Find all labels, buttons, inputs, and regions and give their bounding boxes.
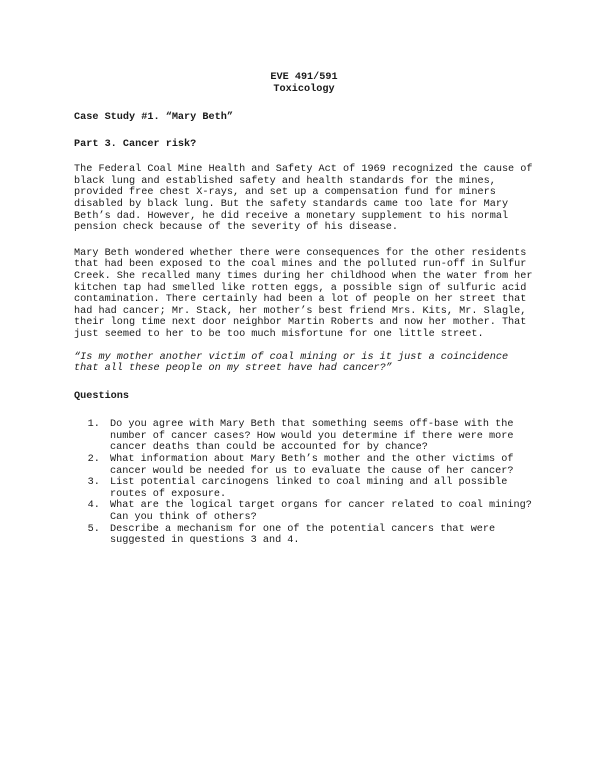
question-item: 5. Describe a mechanism for one of the potential cancers that were suggested in questions 3 and 4. (106, 524, 534, 547)
question-item: 1. Do you agree with Mary Beth that something seems off-base with the number of cancer cases? How would you determine if there were more cancer deaths than could be accounted for by chance? (106, 419, 534, 454)
part-title: Part 3. Cancer risk? (74, 138, 197, 150)
course-subject: Toxicology (273, 84, 335, 95)
paragraph-neighborhood-cancer: Mary Beth wondered whether there were consequences for the other residents that had been exposed to the coal mines and the polluted run-off in Sulfur Creek. She recalled many times during her childhood when the water from her kitchen tap had smelled like rotten eggs, a possible sign of sulfuric acid contamination. There certainly had been a lot of people on her street that had had cancer; Mr. Stack, her mother’s best friend Mrs. Kits, Mr. Slagle, their long time next door neighbor Martin Roberts and now her mother. That just seemed to her to be too much misfortune for one little street. (74, 247, 533, 340)
question-item: 4. What are the logical target organs for cancer related to coal mining? Can you think of others? (106, 500, 534, 523)
document-header (74, 72, 534, 96)
questions-list (74, 419, 534, 547)
mary-beth-quote: “Is my mother another victim of coal mining or is it just a coincidence that all these people on my street have had cancer?” (74, 351, 509, 375)
question-item: 3. List potential carcinogens linked to coal mining and all possible routes of exposure. (106, 477, 534, 500)
paragraph-black-lung-act: The Federal Coal Mine Health and Safety Act of 1969 recognized the cause of black lung and established safety and health standards for the mines, provided free chest X-rays, and set up a compensation fund for miners disabled by black lung. But the safety standards came too late for Mary Beth’s dad. However, he did receive a monetary supplement to his normal pension check because of the severity of his disease. (74, 164, 533, 234)
question-item: 2. What information about Mary Beth’s mother and the other victims of cancer would be needed for us to evaluate the cause of her cancer? (106, 454, 534, 477)
questions-heading: Questions (74, 390, 130, 402)
course-code: EVE 491/591 (270, 72, 338, 83)
case-study-title: Case Study #1. “Mary Beth” (74, 112, 233, 123)
document-page (74, 72, 534, 547)
